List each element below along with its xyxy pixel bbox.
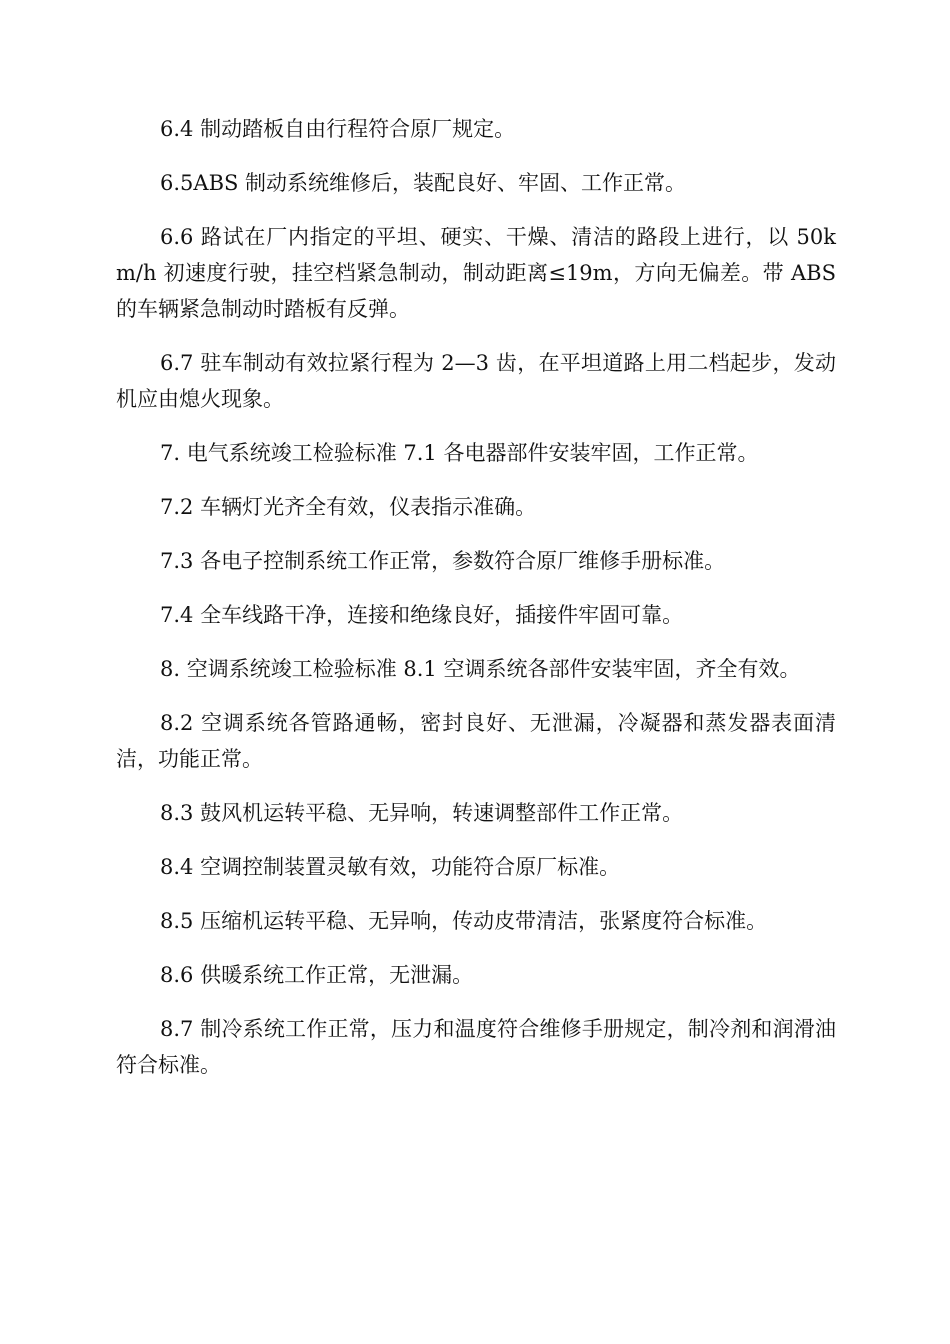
paragraph-8-1: 8. 空调系统竣工检验标准 8.1 空调系统各部件安装牢固，齐全有效。	[160, 657, 801, 681]
paragraph-8-7: 8.7 制冷系统工作正常，压力和温度符合维修手册规定，制冷剂和润滑油符合标准。	[116, 1017, 836, 1077]
paragraph-8-4: 8.4 空调控制装置灵敏有效，功能符合原厂标准。	[160, 855, 621, 879]
paragraph-8-2: 8.2 空调系统各管路通畅，密封良好、无泄漏，冷凝器和蒸发器表面清洁，功能正常。	[116, 711, 836, 771]
paragraph-6-4: 6.4 制动踏板自由行程符合原厂规定。	[160, 117, 516, 141]
paragraph-8-5: 8.5 压缩机运转平稳、无异响，传动皮带清洁，张紧度符合标准。	[160, 909, 768, 933]
paragraph-8-3: 8.3 鼓风机运转平稳、无异响，转速调整部件工作正常。	[160, 801, 684, 825]
paragraph-7-4: 7.4 全车线路干净，连接和绝缘良好，插接件牢固可靠。	[160, 603, 684, 627]
paragraph-7-1: 7. 电气系统竣工检验标准 7.1 各电器部件安装牢固，工作正常。	[160, 441, 759, 465]
paragraph-7-3: 7.3 各电子控制系统工作正常，参数符合原厂维修手册标准。	[160, 549, 726, 573]
paragraph-6-5: 6.5ABS 制动系统维修后，装配良好、牢固、工作正常。	[160, 171, 687, 195]
paragraph-6-6: 6.6 路试在厂内指定的平坦、硬实、干燥、清洁的路段上进行，以 50km/h 初速度行驶，挂空档紧急制动，制动距离≤19m，方向无偏差。带 ABS 的车辆紧急制动时踏板有反弹。	[116, 225, 836, 321]
paragraph-6-7: 6.7 驻车制动有效拉紧行程为 2—3 齿，在平坦道路上用二档起步，发动机应由熄火现象。	[116, 351, 836, 411]
paragraph-8-6: 8.6 供暖系统工作正常，无泄漏。	[160, 963, 474, 987]
document-body	[116, 111, 836, 1101]
paragraph-7-2: 7.2 车辆灯光齐全有效，仪表指示准确。	[160, 495, 537, 519]
